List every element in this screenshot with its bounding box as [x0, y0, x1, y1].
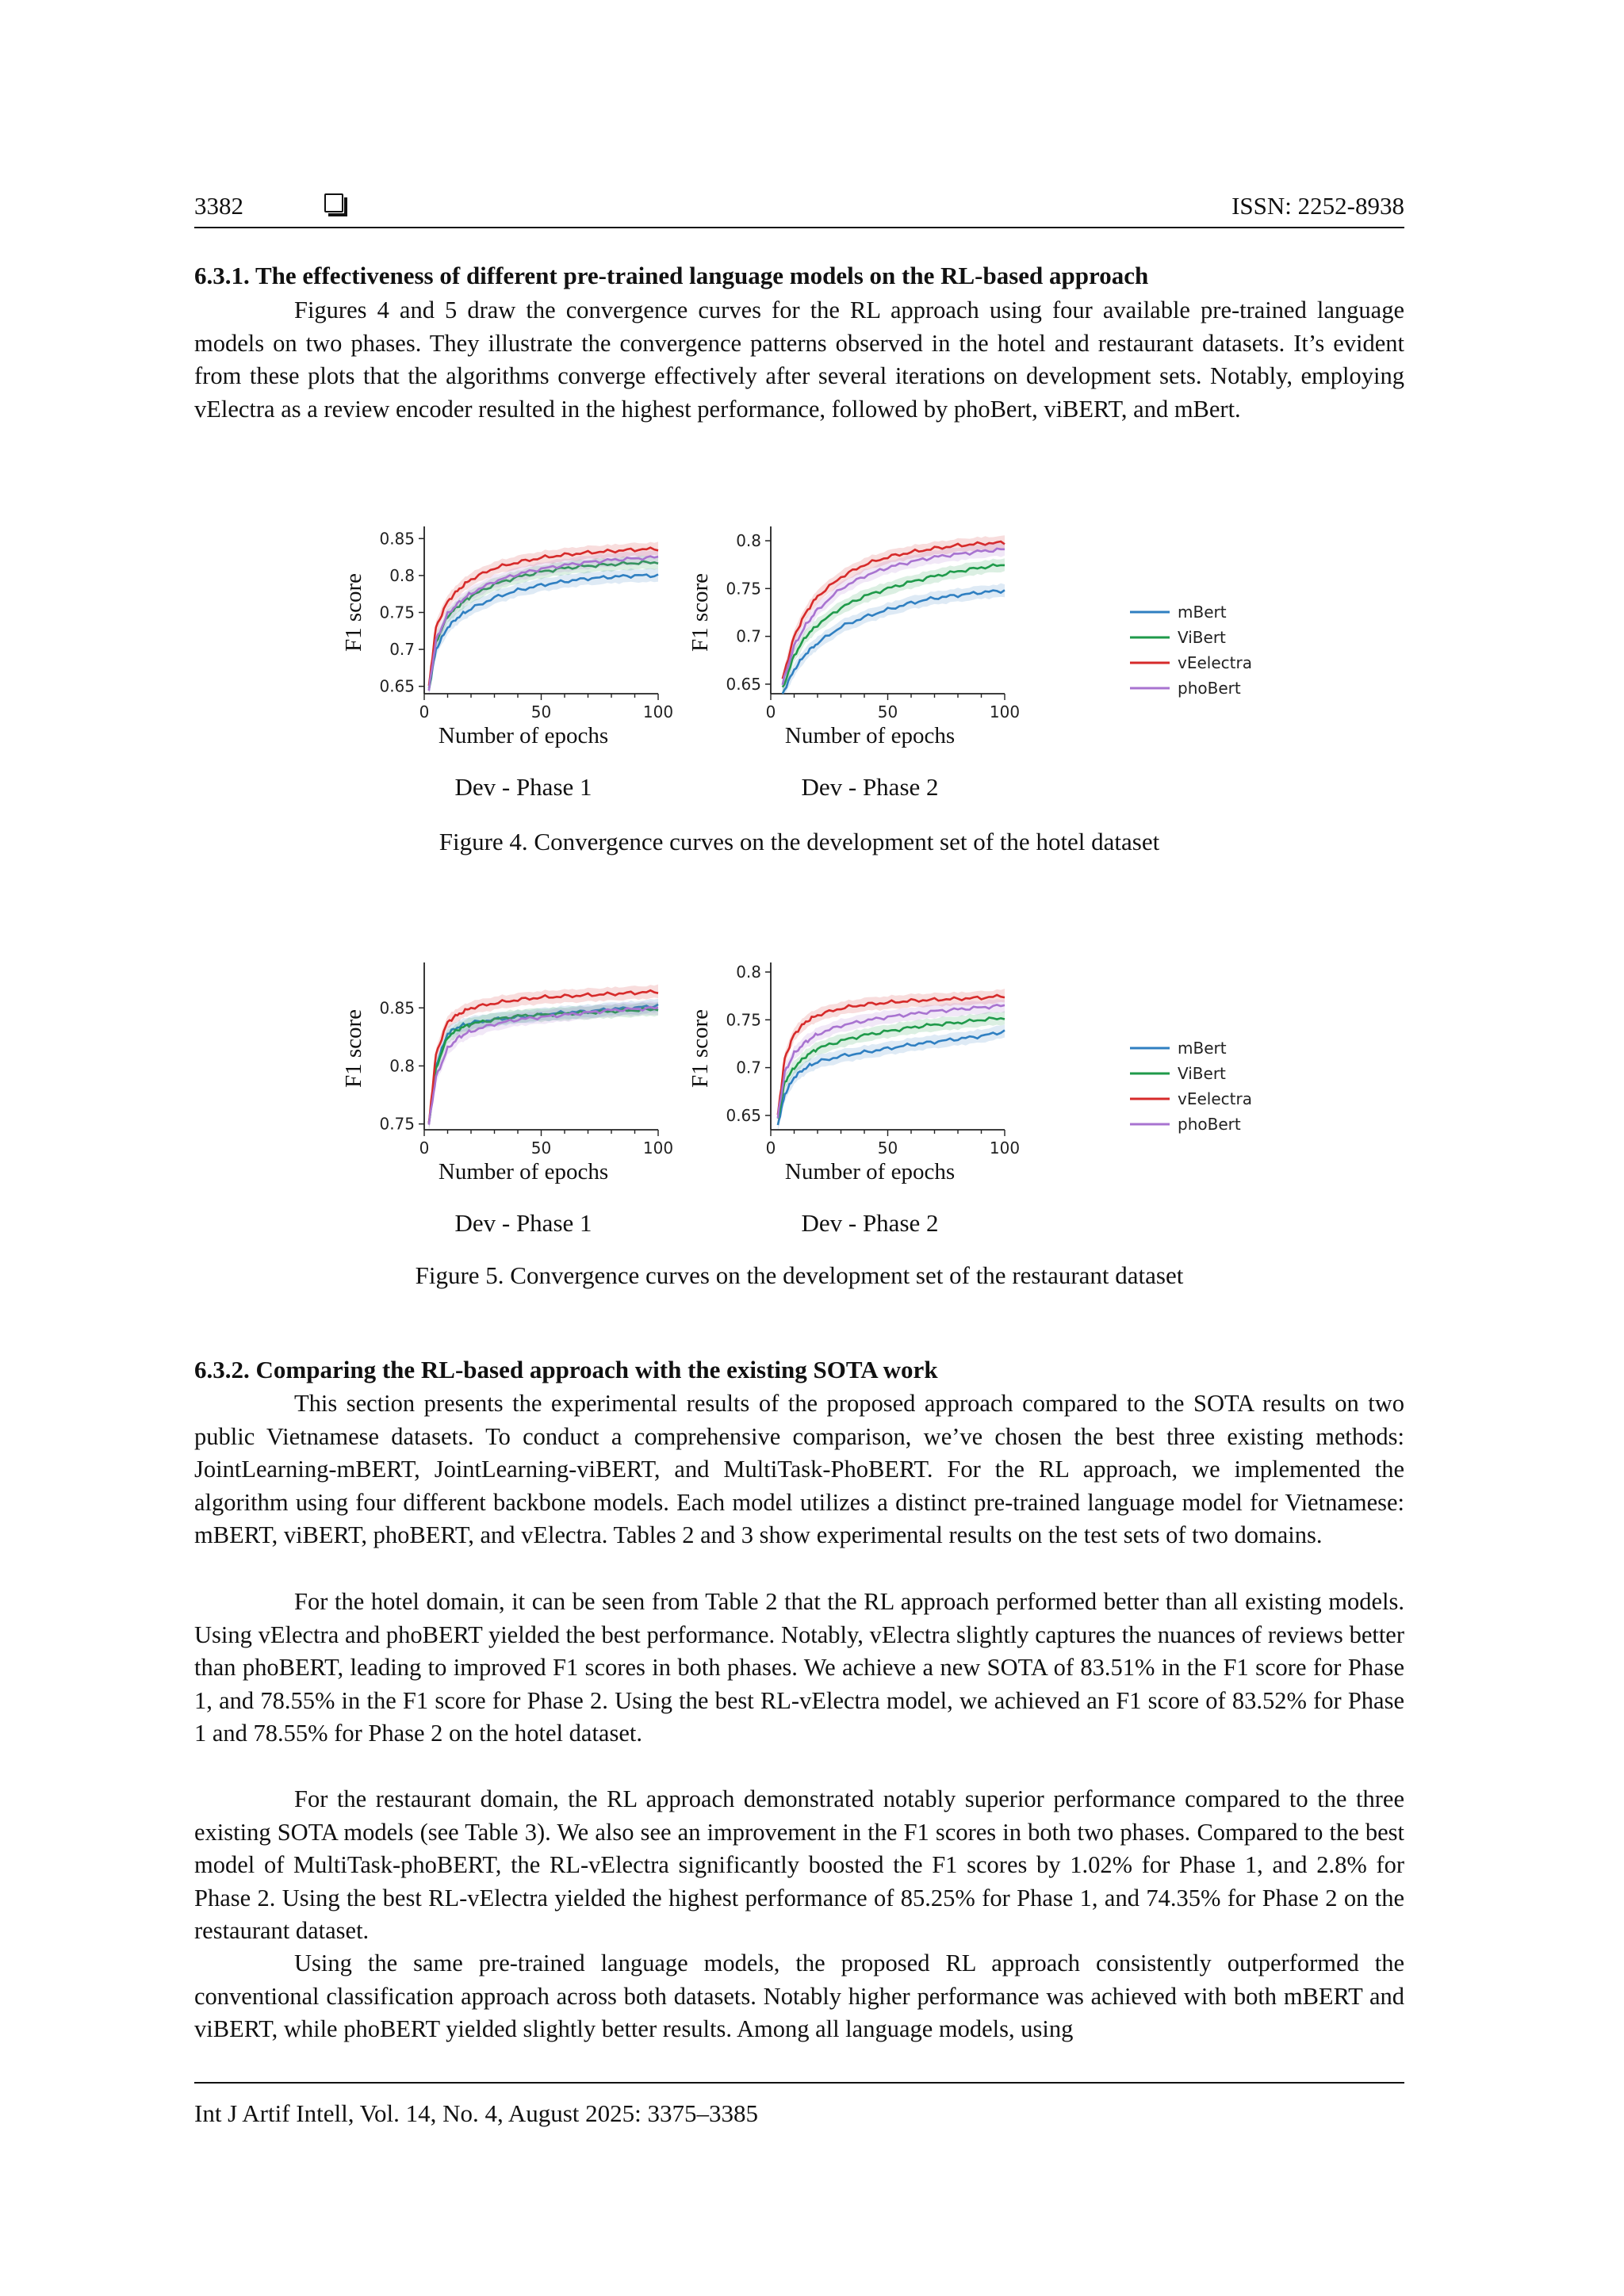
- y-tick-label: 0.8: [389, 565, 415, 585]
- chart-title: Dev - Phase 2: [801, 1209, 939, 1237]
- y-tick-label: 0.7: [736, 626, 761, 646]
- x-tick-label: 0: [419, 702, 430, 721]
- x-tick-label: 50: [530, 702, 552, 721]
- x-tick-label: 100: [989, 1138, 1021, 1158]
- y-tick-label: 0.65: [726, 674, 761, 694]
- footer-rule: [194, 2082, 1404, 2084]
- x-tick-label: 50: [877, 1138, 898, 1158]
- y-tick-label: 0.65: [379, 676, 415, 696]
- y-axis-label: F1 score: [688, 1008, 713, 1089]
- y-axis-label: F1 score: [688, 572, 713, 652]
- journal-mark-icon: [324, 193, 343, 212]
- legend-label: vEelectra: [1178, 1089, 1252, 1108]
- y-tick-label: 0.7: [736, 1058, 761, 1077]
- running-header: [194, 192, 1404, 227]
- paragraph: Using the same pre-trained language models, the proposed RL approach consistently outperformed the conventional classification approach across both datasets. Notably higher performance was achieved with both mBERT and viBERT, while phoBERT yielded slightly better results. Among all language models, using: [194, 1950, 1404, 2042]
- legend: [1130, 603, 1252, 698]
- x-axis-label: Number of epochs: [784, 723, 956, 748]
- legend-label: vEelectra: [1178, 653, 1252, 672]
- x-tick-label: 100: [989, 702, 1021, 721]
- figure-5: [337, 936, 1431, 1237]
- y-tick-label: 0.75: [726, 1010, 761, 1030]
- chart-restaurant-phase2: [688, 962, 1020, 1237]
- paragraph: For the hotel domain, it can be seen from Table 2 that the RL approach performed better than all existing models. Using vElectra and phoBERT yielded the best performance. Notably, vElectra slightly captures the nuances of reviews better than phoBERT, leading to improved F1 scores in both phases. We achieve a new SOTA of 83.51% in the F1 score for Phase 1, and 78.55% in the F1 score for Phase 2. Using the best RL-vElectra model, we achieved an F1 score of 83.52% for Phase 1 and 78.55% for Phase 2 on the hotel dataset.: [194, 1588, 1404, 1747]
- y-tick-label: 0.8: [736, 531, 761, 551]
- paragraph: For the restaurant domain, the RL approach demonstrated notably superior performance compared to the three existing SOTA models (see Table 3). We also see an improvement in the F1 scores in both two phases. Compared to the best model of MultiTask-phoBERT, the RL-vElectra significantly boosted the F1 scores by 1.02% for Phase 1, and 2.8% for Phase 2. Using the best RL-vElectra yielded the highest performance of 85.25% for Phase 1, and 74.35% for Phase 2 on the restaurant dataset.: [194, 1785, 1404, 1944]
- legend-label: phoBert: [1178, 1115, 1241, 1134]
- header-rule: [194, 227, 1404, 228]
- chart-title: Dev - Phase 1: [454, 773, 592, 801]
- chart-restaurant-phase1: [341, 962, 673, 1237]
- x-axis-label: Number of epochs: [438, 723, 609, 748]
- x-tick-label: 50: [530, 1138, 552, 1158]
- x-tick-label: 50: [877, 702, 898, 721]
- figure-4: [337, 499, 1431, 801]
- section-title: 6.3.1. The effectiveness of different pre-trained language models on the RL-based approach: [194, 262, 1149, 289]
- legend-label: mBert: [1178, 603, 1227, 622]
- y-tick-label: 0.75: [379, 1114, 415, 1134]
- y-tick-label: 0.75: [379, 603, 415, 622]
- legend: [1130, 1039, 1252, 1134]
- paragraph: Figures 4 and 5 draw the convergence curves for the RL approach using four available pre-trained language models on two phases. They illustrate the convergence patterns observed in the hotel and restaurant datasets. It’s evident from these plots that the algorithms converge effectively after several iterations on development sets. Notably, employing vElectra as a review encoder resulted in the highest performance, followed by phoBert, viBERT, and mBert.: [194, 297, 1404, 423]
- paragraph: This section presents the experimental results of the proposed approach compared to the SOTA results on two public Vietnamese datasets. To conduct a comprehensive comparison, we’ve chosen the best three existing methods: JointLearning-mBERT, JointLearning-viBERT, and MultiTask-PhoBERT. For the RL approach, we implemented the algorithm using four different backbone models. Each model utilizes a distinct pre-trained language model for Vietnamese: mBERT, viBERT, phoBERT, and vElectra. Tables 2 and 3 show experimental results on the test sets of two domains.: [194, 1390, 1404, 1548]
- x-axis-label: Number of epochs: [784, 1159, 956, 1184]
- running-footer: Int J Artif Intell, Vol. 14, No. 4, August 2025: 3375–3385: [194, 2099, 759, 2127]
- x-tick-label: 100: [642, 1138, 674, 1158]
- y-tick-label: 0.7: [389, 640, 415, 660]
- y-tick-label: 0.8: [736, 962, 761, 982]
- legend-label: ViBert: [1178, 628, 1226, 647]
- legend-label: ViBert: [1178, 1064, 1226, 1083]
- x-tick-label: 100: [642, 702, 674, 721]
- x-tick-label: 0: [419, 1138, 430, 1158]
- y-tick-label: 0.85: [379, 998, 415, 1018]
- x-axis-label: Number of epochs: [438, 1159, 609, 1184]
- y-axis-label: F1 score: [341, 1008, 366, 1089]
- chart-hotel-phase2: [688, 526, 1020, 801]
- page-number: 3382: [194, 192, 243, 220]
- legend-label: mBert: [1178, 1039, 1227, 1058]
- y-tick-label: 0.85: [379, 529, 415, 549]
- section-title: 6.3.2. Comparing the RL-based approach with the existing SOTA work: [194, 1356, 938, 1383]
- y-tick-label: 0.8: [389, 1056, 415, 1076]
- chart-hotel-phase1: [341, 526, 673, 801]
- issn: ISSN: 2252-8938: [1231, 192, 1404, 220]
- x-tick-label: 0: [765, 1138, 776, 1158]
- y-tick-label: 0.75: [726, 579, 761, 599]
- legend-label: phoBert: [1178, 679, 1241, 698]
- chart-title: Dev - Phase 1: [454, 1209, 592, 1237]
- y-axis-label: F1 score: [341, 572, 366, 652]
- figure-caption: Figure 4. Convergence curves on the development set of the hotel dataset: [439, 828, 1160, 855]
- series-line-mBert: [429, 575, 658, 691]
- y-tick-label: 0.65: [726, 1105, 761, 1125]
- chart-title: Dev - Phase 2: [801, 773, 939, 801]
- figure-caption: Figure 5. Convergence curves on the development set of the restaurant dataset: [415, 1261, 1184, 1289]
- x-tick-label: 0: [765, 702, 776, 721]
